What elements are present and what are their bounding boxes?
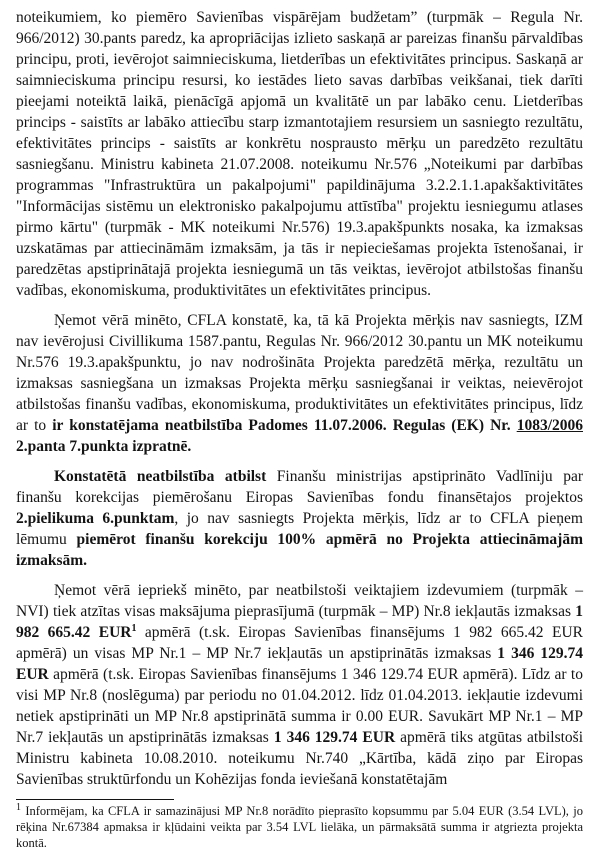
paragraph-budget-regulation: noteikumiem, ko piemēro Savienības vispārējam budžetam” (turpmāk – Regula Nr. 966/2012) 30.pants paredz, ka apropriācijas izlieto saskaņā ar pareizas finanšu pārvaldības principu, proti, ievērojot saimnieciskuma, lietderības un efektivitātes principus. Saskaņā ar saimnieciskuma principu resursi, ko iestādes lieto savas darbības veikšanai, tiek darīti pieejami noteiktā laikā, pienācīgā apjomā un kvalitātē un par labāko cenu. Lietderības princips - saistīts ar labāko attiecību starp izmantotajiem resursiem un sasniegto rezultātu, efektivitātes princips - saistīts ar konkrētu nosprausto mērķu un paredzēto rezultātu sasniegšanu. Ministru kabineta 21.07.2008. noteikumu Nr.576 „Noteikumi par darbības programmas "Infrastruktūra un pakalpojumi" papildinājuma 3.2.2.1.1.apakšaktivitātes "Informācijas sistēmu un elektronisko pakalpojumu attīstība" projektu iesniegumu atlases pirmo kārtu" (turpmāk - MK noteikumi Nr.576) 19.3.apakšpunkts nosaka, ka izmaksas uzskatāmas par attiecināmām izmaksām, ja tās ir nepieciešamas projekta īstenošanai, ir paredzētas apstiprinātajā projekta iesniegumā un tās veiktas, ievērojot atbilstošas finanšu vadības, ekonomiskuma, produktivitātes un efektivitātes principus. [16,9,583,299]
footnote: $^1$ Informējam, ka CFLA ir samazinājusi MP Nr.8 norādīto pieprasīto kopsummu par 5.04 EUR (3.54 LVL), jo rēķina Nr.67384 apmaksa ir kļūdaini veikta par 3.54 LVL lielāka, un pārmaksātā summa ir atgriezta projekta kontā. [16,801,583,850]
paragraph-noncompliance-finding: Ņemot vērā minēto, CFLA konstatē, ka, tā kā Projekta mērķis nav sasniegts, IZM nav ievērojusi Civillikuma 1587.pantu, Regulas Nr. 966/2012 30.pantu un MK noteikumu Nr.576 19.3.apakšpunktu, jo nav nodrošināta Projekta paredzētā mērķa, rezultātu un izmaksas sasniegšana un izmaksas Projekta mērķu sasniegšanai ir veiktas, neievērojot atbilstošas finanšu vadības, ekonomiskuma, produktivitātes un efektivitātes principus, līdz ar to ir konstatējama neatbilstība Padomes 11.07.2006. Regulas (EK) Nr. 1083/2006 2.panta 7.punkta izpratnē. [16,312,583,455]
paragraph-financial-correction: Konstatētā neatbilstība atbilst Finanšu ministrijas apstiprināto Vadlīniju par finanšu korekcijas piemērošanu Eiropas Savienības fondu finansētajos projektos 2.pielikuma 6.punktam, jo nav sasniegts Projekta mērķis, līdz ar to CFLA pieņem lēmumu piemērot finanšu korekciju 100% apmērā no Projekta attiecināmajām izmaksām. [16,468,583,569]
footnote-divider [16,799,174,800]
paragraph-ineligible-expenses: Ņemot vērā iepriekš minēto, par neatbilstoši veiktajiem izdevumiem (turpmāk – NVI) tiek atzītas visas maksājuma pieprasījumā (turpmāk – MP) Nr.8 iekļautās izmaksas 1 982 665.42 EUR$^1$ apmērā (t.sk. Eiropas Savienības finansējums 1 982 665.42 EUR apmērā) un visas MP Nr.1 – MP Nr.7 iekļautās un apstiprinātās izmaksas 1 346 129.74 EUR apmērā (t.sk. Eiropas Savienības finansējums 1 346 129.74 EUR apmērā). Līdz ar to visi MP Nr.8 (noslēguma) par periodu no 01.04.2012. līdz 01.04.2013. iekļautie izdevumi netiek apstiprināti un MP Nr.8 apstiprinātā summa ir 0.00 EUR. Savukārt MP Nr.1 – MP Nr.7 iekļautās un apstiprinātās izmaksas 1 346 129.74 EUR apmērā tiks atgūtas atbilstoši Ministru kabineta 10.08.2010. noteikumu Nr.740 „Kārtība, kādā ziņo par Eiropas Savienības struktūrfondu un Kohēzijas fonda ieviešanā konstatētajām [16,582,584,788]
